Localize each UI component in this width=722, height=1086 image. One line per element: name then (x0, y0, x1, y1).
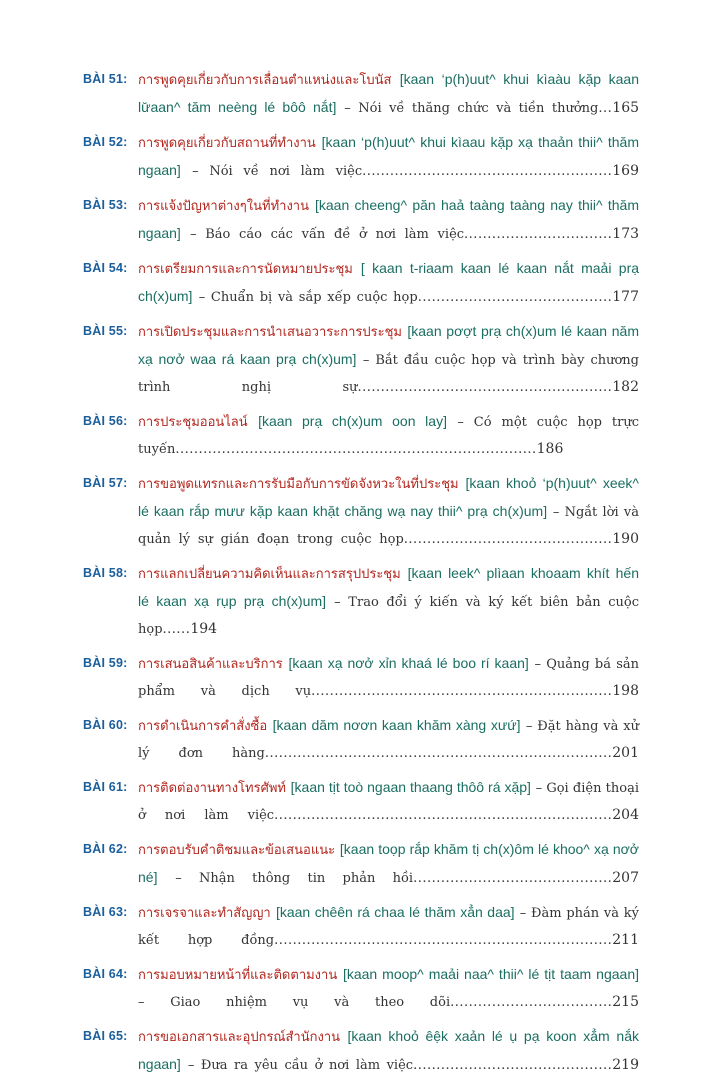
lesson-text (138, 836, 639, 892)
lesson-title-thai: การแจ้งปัญหาต่างๆในที่ทำงาน (138, 199, 309, 214)
lesson-title-thai: การประชุมออนไลน์ (138, 415, 248, 430)
lesson-number: BÀI 65: (83, 1029, 128, 1043)
lesson-title-thai: การติดต่องานทางโทรศัพท์ (138, 781, 286, 796)
lesson-title-thai: การขอเอกสารและอุปกรณ์สำนักงาน (138, 1030, 341, 1045)
dot-leader: ........................................................................... (264, 746, 613, 761)
lesson-title-vietnamese: – Gọi điện thoại ở nơi làm việc (138, 781, 639, 823)
dot-leader: ...................................................... (362, 164, 613, 179)
lesson-title-vietnamese: – Quảng bá sản phẩm và dịch vụ (138, 657, 640, 699)
lesson-transliteration: [kaan khoỏ êệk xaản lé ụ pạ koon xẳm nắk ngaan] (138, 1028, 639, 1072)
lesson-title-vietnamese: – Đưa ra yêu cầu ở nơi làm việc (187, 1058, 414, 1073)
page-number: 190 (612, 531, 639, 547)
lesson-text (138, 66, 639, 122)
lesson-transliteration: [kaan cheeng^ păn haả taàng taàng nay thii^ thăm ngaan] (138, 197, 640, 241)
lesson-transliteration: [kaan chêên rá chaa lé thăm xẳn daa] (275, 904, 515, 920)
page-number: 201 (612, 745, 639, 761)
lesson-text (138, 774, 639, 829)
lesson-text (138, 192, 639, 248)
lesson-title-thai: การเจรจาและทำสัญญา (138, 906, 271, 921)
page-number: 169 (612, 163, 639, 179)
toc-entry-61[interactable] (83, 774, 639, 829)
dot-leader: ................................................................. (311, 684, 613, 699)
lesson-transliteration: [kaan moop^ maải naa^ thii^ lé tịt taam ngaan] (342, 966, 640, 982)
page-number: 215 (612, 994, 639, 1010)
lesson-text (138, 408, 639, 463)
dot-leader: ....................................................... (357, 380, 613, 395)
lesson-text (138, 255, 639, 311)
lesson-title-vietnamese: – Chuẩn bị và sắp xếp cuộc họp (198, 290, 418, 305)
lesson-title-vietnamese: – Bắt đầu cuộc họp và trình bày chương trình nghị sự (138, 353, 640, 395)
table-of-contents (83, 66, 639, 1086)
lesson-title-thai: การเตรียมการและการนัดหมายประชุม (138, 262, 353, 277)
dot-leader: ........................................... (413, 871, 613, 886)
lesson-transliteration: [kaan toọp rắp khăm tị ch(x)ôm lé khoo^ xạ nơở né] (138, 841, 639, 885)
lesson-text (138, 961, 639, 1016)
lesson-transliteration: [kaan tịt toò ngaan thaang thôô rá xặp] (290, 779, 531, 795)
toc-entry-53[interactable] (83, 192, 639, 248)
toc-entry-52[interactable] (83, 129, 639, 185)
lesson-number: BÀI 59: (83, 656, 128, 670)
toc-entry-51[interactable] (83, 66, 639, 122)
lesson-title-vietnamese: – Đặt hàng và xử lý đơn hàng (138, 719, 639, 761)
lesson-title-vietnamese: – Nhận thông tin phản hồi (175, 871, 414, 886)
lesson-number: BÀI 52: (83, 135, 128, 149)
lesson-transliteration: [kaan pơợt prạ ch(x)um lé kaan năm xạ nơở waa rá kaan prạ ch(x)um] (138, 323, 640, 367)
lesson-number: BÀI 56: (83, 414, 128, 428)
page-number: 219 (612, 1057, 639, 1073)
dot-leader: .............................................................................. (175, 442, 537, 457)
page-number: 186 (536, 441, 564, 457)
lesson-title-thai: การมอบหมายหน้าที่และติดตามงาน (138, 968, 338, 983)
lesson-title-thai: การแลกเปลี่ยนความคิดเห็นและการสรุปประชุม (138, 567, 401, 582)
lesson-number: BÀI 55: (83, 324, 128, 338)
lesson-title-thai: การเปิดประชุมและการนำเสนอวาระการประชุม (138, 325, 402, 340)
dot-leader: ................................ (464, 227, 613, 242)
toc-entry-59[interactable] (83, 650, 639, 705)
lesson-title-vietnamese: – Trao đổi ý kiến và ký kết biên bản cuộc họp (138, 595, 640, 637)
page-number: 173 (612, 226, 640, 242)
toc-entry-56[interactable] (83, 408, 639, 463)
lesson-title-vietnamese: – Có một cuộc họp trực tuyến (138, 415, 640, 457)
lesson-title-vietnamese: – Giao nhiệm vụ và theo dõi (138, 995, 451, 1010)
lesson-text (138, 318, 639, 401)
lesson-number: BÀI 61: (83, 780, 128, 794)
page-number: 194 (190, 621, 218, 637)
toc-entry-62[interactable] (83, 836, 639, 892)
lesson-title-thai: การพูดคุยเกี่ยวกับการเลื่อนตำแหน่งและโบนัส (138, 73, 392, 88)
lesson-number: BÀI 54: (83, 261, 128, 275)
lesson-text (138, 560, 639, 643)
lesson-title-vietnamese: – Nói về thăng chức và tiền thưởng (344, 101, 599, 116)
page-number: 165 (612, 100, 640, 116)
lesson-transliteration: [kaan prạ ch(x)um oon lay] (258, 413, 447, 429)
lesson-transliteration: [kaan dăm nơơn kaan khăm xàng xưứ] (272, 717, 521, 733)
lesson-title-thai: การพูดคุยเกี่ยวกับสถานที่ทำงาน (138, 136, 316, 151)
lesson-transliteration: [kaan leek^ plìaan khoaam khít hến lé kaan xạ rụp prạ ch(x)um] (138, 565, 639, 609)
lesson-number: BÀI 63: (83, 905, 128, 919)
page-number: 207 (612, 870, 639, 886)
lesson-title-thai: การดำเนินการคำสั่งซื้อ (138, 719, 268, 734)
lesson-transliteration: [kaan ‘p(h)uut^ khui kìaau kặp xạ thaản thii^ thăm ngaan] (138, 134, 639, 178)
dot-leader: ................................... (450, 995, 613, 1010)
lesson-text (138, 712, 639, 767)
dot-leader: ...... (162, 622, 191, 637)
toc-entry-60[interactable] (83, 712, 639, 767)
dot-leader: ... (598, 101, 613, 116)
lesson-title-vietnamese: – Nói về nơi làm việc (192, 164, 363, 179)
toc-entry-64[interactable] (83, 961, 639, 1016)
lesson-title-vietnamese: – Đàm phán và ký kết hợp đồng (138, 906, 639, 948)
lesson-text (138, 899, 639, 954)
lesson-text (138, 470, 639, 553)
lesson-title-thai: การตอบรับคำติชมและข้อเสนอแนะ (138, 843, 336, 858)
page-number: 204 (612, 807, 639, 823)
lesson-transliteration: [kaan ‘p(h)uut^ khui kìaàu kặp kaan lư̆aan^ tăm neèng lé bôô nắt] (138, 71, 639, 115)
lesson-number: BÀI 62: (83, 842, 128, 856)
toc-entry-55[interactable] (83, 318, 639, 401)
toc-entry-65[interactable] (83, 1023, 639, 1079)
lesson-text (138, 650, 639, 705)
lesson-title-thai: การขอพูดแทรกและการรับมือกับการขัดจังหวะในที่ประชุม (138, 477, 459, 492)
lesson-title-vietnamese: – Báo cáo các vấn đề ở nơi làm việc (190, 227, 465, 242)
lesson-number: BÀI 57: (83, 476, 128, 490)
toc-entry-58[interactable] (83, 560, 639, 643)
lesson-transliteration: [kaan khoỏ ‘p(h)uut^ xeek^ lé kaan rắp mưư kặp kaan khặt chăng wạ nay thii^ prạ ch(x)um] (138, 475, 639, 519)
lesson-title-vietnamese: – Ngắt lời và quản lý sự gián đoạn trong cuộc họp (138, 505, 639, 547)
lesson-transliteration: [kaan xạ nơở xỉn khaá lé boo rí kaan] (288, 655, 529, 671)
lesson-text (138, 129, 639, 185)
toc-entry-57[interactable] (83, 470, 639, 553)
page-number: 198 (612, 683, 639, 699)
dot-leader: .......................................... (417, 290, 613, 305)
lesson-number: BÀI 64: (83, 967, 128, 981)
page-number: 177 (612, 289, 639, 305)
lesson-number: BÀI 60: (83, 718, 128, 732)
dot-leader: ............................................. (403, 532, 613, 547)
dot-leader: ........................................... (413, 1058, 613, 1073)
lesson-number: BÀI 58: (83, 566, 128, 580)
toc-entry-54[interactable] (83, 255, 639, 311)
lesson-title-thai: การเสนอสินค้าและบริการ (138, 657, 283, 672)
dot-leader: ......................................................................... (274, 808, 613, 823)
lesson-number: BÀI 53: (83, 198, 128, 212)
page-number: 182 (612, 379, 639, 395)
lesson-text (138, 1023, 639, 1079)
lesson-number: BÀI 51: (83, 72, 128, 86)
dot-leader: ......................................................................... (274, 933, 613, 948)
lesson-transliteration: [ kaan t-riaam kaan lé kaan nắt maải prạ ch(x)um] (138, 260, 640, 304)
page-number: 211 (612, 932, 639, 948)
toc-entry-63[interactable] (83, 899, 639, 954)
